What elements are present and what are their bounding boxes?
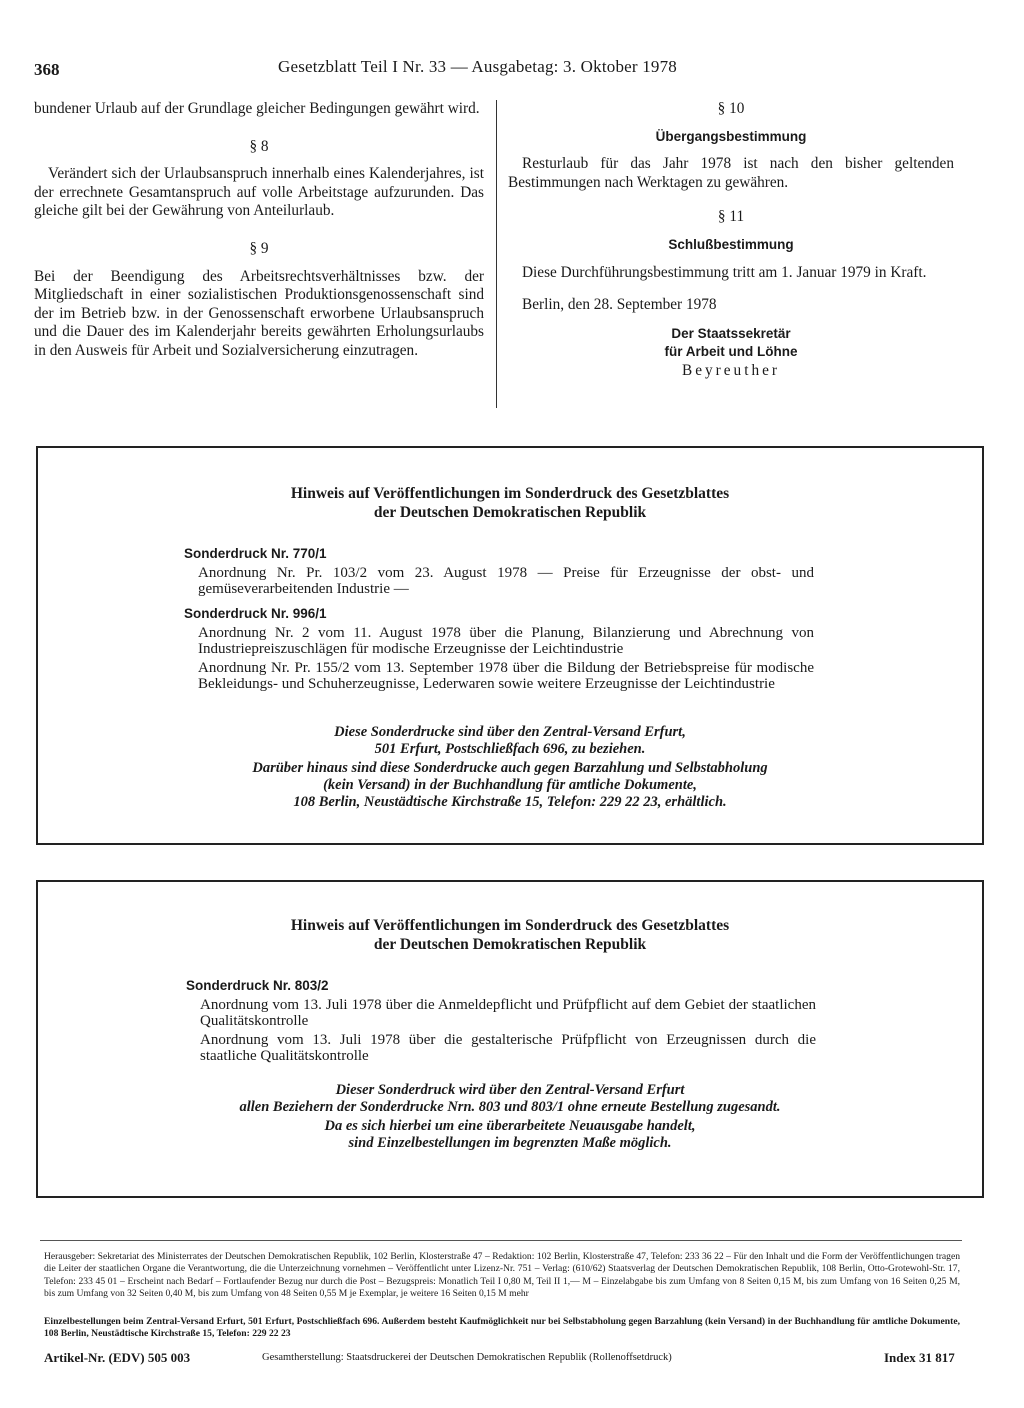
section-9-text: Bei der Beendigung des Arbeitsrechtsverhältnisses bzw. der Mitgliedschaft in einer sozialistischen Produktionsgenossenschaft sind der im Betrieb bzw. in der Genossenschaft erworbene Urlaubsanspruch und die Dauer des im Kalenderjahr bereits gewährten Erholungsurlaubs in den Ausweis für Arbeit und Sozialversicherung einzutragen. [34,267,484,359]
notice-box-1 [36,446,984,845]
notice-1-note-4: (kein Versand) in der Buchhandlung für amtliche Dokumente, [323,777,697,793]
right-column [508,100,954,381]
notice-2-note-3: Da es sich hierbei um eine überarbeitete Neuausgabe handelt, [324,1118,696,1134]
notice-1-item-996 [184,606,814,693]
section-11-text: Diese Durchführungsbestimmung tritt am 1. Januar 1979 in Kraft. [522,263,927,281]
section-10-text: Resturlaub für das Jahr 1978 ist nach den bisher geltenden Bestimmungen nach Werktagen zu gewähren. [508,155,954,191]
notice-1-item-1-text: Anordnung Nr. Pr. 103/2 vom 23. August 1978 — Preise für Erzeugnisse der obst- und gemüseverarbeitenden Industrie — [198,564,814,597]
article-number: Artikel-Nr. (EDV) 505 003 [44,1350,191,1365]
signer-title-1: Der Staatssekretär [671,325,791,341]
section-8-text: Verändert sich der Urlaubsanspruch innerhalb eines Kalenderjahres, ist der errechnete Gesamtanspruch auf volle Arbeitstage aufzurunden. Das gleiche gilt bei der Gewährung von Anteilurlaub. [34,165,484,220]
running-title: Gesetzblatt Teil I Nr. 33 — Ausgabetag: 3. Oktober 1978 [278,57,678,76]
section-11-title: Schlußbestimmung [668,236,794,252]
notice-1-item-1-label: Sonderdruck Nr. 770/1 [184,546,327,561]
notice-2-item-803 [186,978,816,1065]
section-10-heading: § 10 [717,100,745,117]
section-11-heading: § 11 [717,208,745,226]
notice-1-title-line-1: Hinweis auf Veröffentlichungen im Sonderdruck des Gesetzblattes [290,485,730,502]
column-divider [496,100,497,408]
notice-1-title-line-2: der Deutschen Demokratischen Republik [373,504,647,521]
notice-1-item-2-text-b: Anordnung Nr. Pr. 155/2 vom 13. September 1978 über die Bildung der Betriebspreise für modische Bekleidungs- und Schuherzeugnisse, Lederwaren sowie weitere Erzeugnisse der Leichtindustrie [198,659,814,692]
footer-rule [40,1240,962,1241]
footer-imprint: Herausgeber: Sekretariat des Ministerrates der Deutschen Demokratischen Republik, 102 Berlin, Klosterstraße 47 – Redaktion: 102 Berlin, Klosterstraße 47, Telefon: 233 36 22 – Für den Inhalt und die Form der Veröffentlichungen tragen die Leiter der staatlichen Organe die Verantwortung, die die Unterzeichnung vornehmen – Veröffentlicht unter Lizenz-Nr. 751 – Verlag: (610/62) Staatsverlag der Deutschen Demokratischen Republik, 108 Berlin, Otto-Grotewohl-Str. 17, Telefon: 233 45 01 – Erscheint nach Bedarf – Fortlaufender Bezug nur durch die Post – Bezugspreis: Monatlich Teil I 0,80 M, Teil II 1,— M – Einzelabgabe bis zum Umfang von 8 Seiten 0,15 M, bis zum Umfang von 16 Seiten 0,25 M, bis zum Umfang von 32 Seiten 0,40 M, bis zum Umfang von 48 Seiten 0,55 M je Exemplar, je weitere 16 Seiten 0,15 M mehr [44,1251,960,1300]
signer-title-2: für Arbeit und Löhne [664,344,798,360]
notice-1-item-2-label: Sonderdruck Nr. 996/1 [184,606,327,621]
notice-1-note-2: 501 Erfurt, Postschließfach 696, zu beziehen. [374,741,646,757]
printer-line: Gesamtherstellung: Staatsdruckerei der Deutschen Demokratischen Republik (Rollenoffsetdruck) [262,1352,672,1363]
place-date: Berlin, den 28. September 1978 [522,296,717,314]
signer-name: Beyreuther [682,361,780,379]
section-8-heading: § 8 [249,137,269,155]
notice-1-note-1: Diese Sonderdrucke sind über den Zentral-Versand Erfurt, [334,724,686,740]
notice-1-item-2-text-a: Anordnung Nr. 2 vom 11. August 1978 über die Planung, Bilanzierung und Abrechnung von Industriepreiszuschlägen für modische Erzeugnisse der Leichtindustrie [198,624,814,657]
section-10-title: Übergangsbestimmung [655,128,807,144]
notice-2-item-1-text-a: Anordnung vom 13. Juli 1978 über die Anmeldepflicht und Prüfpflicht auf dem Gebiet der staatlichen Qualitätskontrolle [200,996,816,1029]
continuation-text: bundener Urlaub auf der Grundlage gleicher Bedingungen gewährt wird. [34,100,480,117]
notice-2-item-1-text-b: Anordnung vom 13. Juli 1978 über die gestalterische Prüfpflicht von Erzeugnissen durch die staatliche Qualitätskontrolle [200,1031,816,1064]
section-9-heading: § 9 [249,239,269,257]
notice-2-title-line-1: Hinweis auf Veröffentlichungen im Sonderdruck des Gesetzblattes [290,917,730,934]
notice-2-note-1: Dieser Sonderdruck wird über den Zentral-Versand Erfurt [335,1082,685,1098]
notice-1-item-770 [184,546,814,598]
notice-box-2 [36,880,984,1198]
notice-1-note-3: Darüber hinaus sind diese Sonderdrucke auch gegen Barzahlung und Selbstabholung [252,760,768,776]
page-number: 368 [34,60,60,79]
left-column [34,100,484,361]
notice-2-item-1-label: Sonderdruck Nr. 803/2 [186,978,329,993]
notice-2-note-2: allen Beziehern der Sonderdrucke Nrn. 803 und 803/1 ohne erneute Bestellung zugesandt. [239,1099,781,1115]
notice-1-note-5: 108 Berlin, Neustädtische Kirchstraße 15, Telefon: 229 22 23, erhältlich. [293,794,727,810]
index-number: Index 31 817 [884,1350,955,1365]
notice-2-note-4: sind Einzelbestellungen im begrenzten Maße möglich. [348,1135,672,1151]
footer-orders: Einzelbestellungen beim Zentral-Versand Erfurt, 501 Erfurt, Postschließfach 696. Außerdem besteht Kaufmöglichkeit nur bei Selbstabholung gegen Barzahlung (kein Versand) in der Buchhandlung für amtliche Dokumente, 108 Berlin, Neustädtische Kirchstraße 15, Telefon: 229 22 23 [44,1316,960,1340]
notice-2-title-line-2: der Deutschen Demokratischen Republik [373,936,647,953]
